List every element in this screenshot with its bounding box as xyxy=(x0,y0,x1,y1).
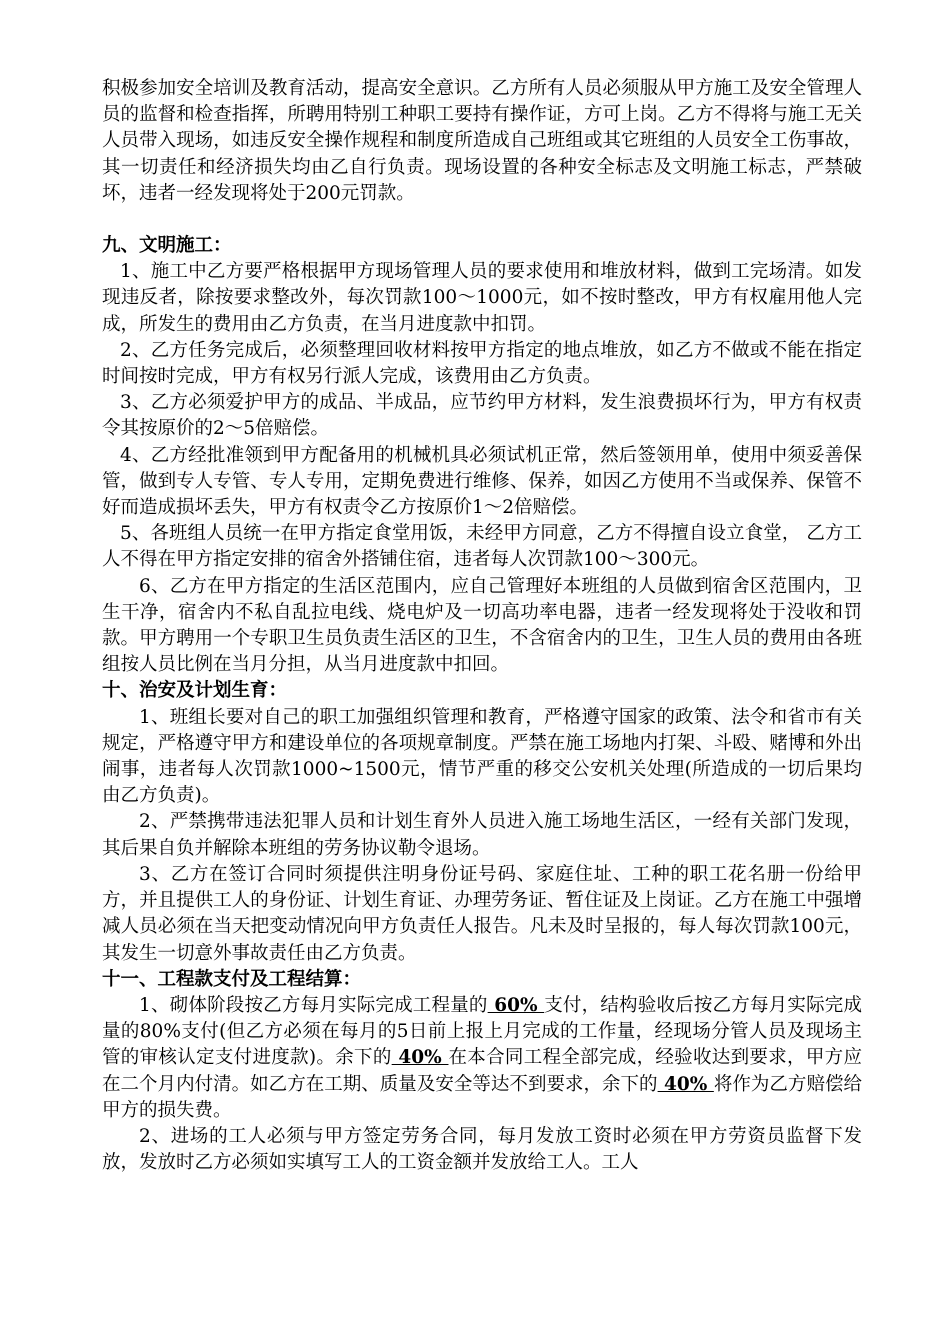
section-10-item-2: 2、严禁携带违法犯罪人员和计划生育外人员进入施工场地生活区，一经有关部门发现，其后果自负并解除本班组的劳务协议勒令退场。 xyxy=(102,811,862,859)
percent-40-underlined: 40% xyxy=(391,1047,449,1069)
section-9-item-5: 5、各班组人员统一在甲方指定食堂用饭，未经甲方同意，乙方不得擅自设立食堂， 乙方工人不得在甲方指定安排的宿舍外搭铺住宿，违者每人次罚款100～300元。 xyxy=(102,523,862,571)
paragraph-spacer xyxy=(102,207,862,233)
section-10-heading: 十、治安及计划生育： xyxy=(102,680,288,702)
percent-40-underlined-second: 40% xyxy=(657,1073,714,1095)
contract-page xyxy=(102,76,862,1176)
item-1-text-a: 1、砌体阶段按乙方每月实际完成工程量的 xyxy=(139,994,488,1016)
section-11-item-2: 2、进场的工人必须与甲方签定劳务合同，每月发放工资时必须在甲方劳资员监督下发放，发放时乙方必须如实填写工人的工资金额并发放给工人。工人 xyxy=(102,1125,862,1174)
section-9-item-4: 4、乙方经批准领到甲方配备用的机械机具必须试机正常，然后签领用单，使用中须妥善保管，做到专人专管、专人专用，定期免费进行维修、保养，如因乙方使用不当或保养、保管不好而造成损坏丢失，甲方有权责令乙方按原价1～2倍赔偿。 xyxy=(102,444,862,519)
percent-60-underlined: 60% xyxy=(487,994,545,1016)
section-9-item-6: 6、乙方在甲方指定的生活区范围内，应自己管理好本班组的人员做到宿舍区范围内，卫生干净，宿舍内不私自乱拉电线、烧电炉及一切高功率电器，违者一经发现将处于没收和罚款。甲方聘用一个专职卫生员负责生活区的卫生，不含宿舍内的卫生，卫生人员的费用由各班组按人员比例在当月分担，从当月进度款中扣回。 xyxy=(102,575,862,676)
section-9-item-3: 3、乙方必须爱护甲方的成品、半成品，应节约甲方材料，发生浪费损坏行为，甲方有权责令其按原价的2～5倍赔偿。 xyxy=(102,392,862,440)
section-9-item-2: 2、乙方任务完成后，必须整理回收材料按甲方指定的地点堆放，如乙方不做或不能在指定时间按时完成，甲方有权另行派人完成，该费用由乙方负责。 xyxy=(102,339,862,388)
section-11-item-1 xyxy=(102,993,862,1124)
section-10-item-1: 1、班组长要对自己的职工加强组织管理和教育，严格遵守国家的政策、法令和省市有关规定，严格遵守甲方和建设单位的各项规章制度。严禁在施工场地内打架、斗殴、赌博和外出闹事，违者每人次罚款1000~1500元，情节严重的移交公安机关处理(所造成的一切后果均由乙方负责)。 xyxy=(102,706,862,807)
section-9-item-1: 1、施工中乙方要严格根据甲方现场管理人员的要求使用和堆放材料，做到工完场清。如发现违反者，除按要求整改外，每次罚款100～1000元，如不按时整改，甲方有权雇用他人完成，所发生的费用由乙方负责，在当月进度款中扣罚。 xyxy=(102,261,862,335)
item-1-text-c: 在本合同工程全部完成，经验收达到要求，甲方应在二个月内付清。如乙方在工期、质量及安全等达不到要求，余下的 xyxy=(102,1047,862,1095)
intro-paragraph: 积极参加安全培训及教育活动，提高安全意识。乙方所有人员必须服从甲方施工及安全管理人员的监督和检查指挥，所聘用特别工种职工要持有操作证，方可上岗。乙方不得将与施工无关人员带入现场，如违反安全操作规程和制度所造成自己班组或其它班组的人员安全工伤事故，其一切责任和经济损失均由乙自行负责。现场设置的各种安全标志及文明施工标志，严禁破坏，违者一经发现将处于200元罚款。 xyxy=(102,78,862,204)
section-9-heading: 九、文明施工： xyxy=(102,235,232,257)
section-10-item-3: 3、乙方在签订合同时须提供注明身份证号码、家庭住址、工种的职工花名册一份给甲方，并且提供工人的身份证、计划生育证、办理劳务证、暂住证及上岗证。乙方在施工中强增减人员必须在当天把变动情况向甲方负责任人报告。凡未及时呈报的，每人每次罚款100元，其发生一切意外事故责任由乙方负责。 xyxy=(102,863,862,964)
item-1-text-b: 支付，结构验收后按乙方每月实际完成量的80%支付(但乙方必须在每月的5日前上报上月完成的工作量，经现场分管人员及现场主管的审核认定支付进度款)。余下的 xyxy=(102,994,862,1069)
item-1-text-d: 将作为乙方赔偿给甲方的损失费。 xyxy=(102,1073,862,1121)
section-11-heading: 十一、工程款支付及工程结算： xyxy=(102,968,362,990)
